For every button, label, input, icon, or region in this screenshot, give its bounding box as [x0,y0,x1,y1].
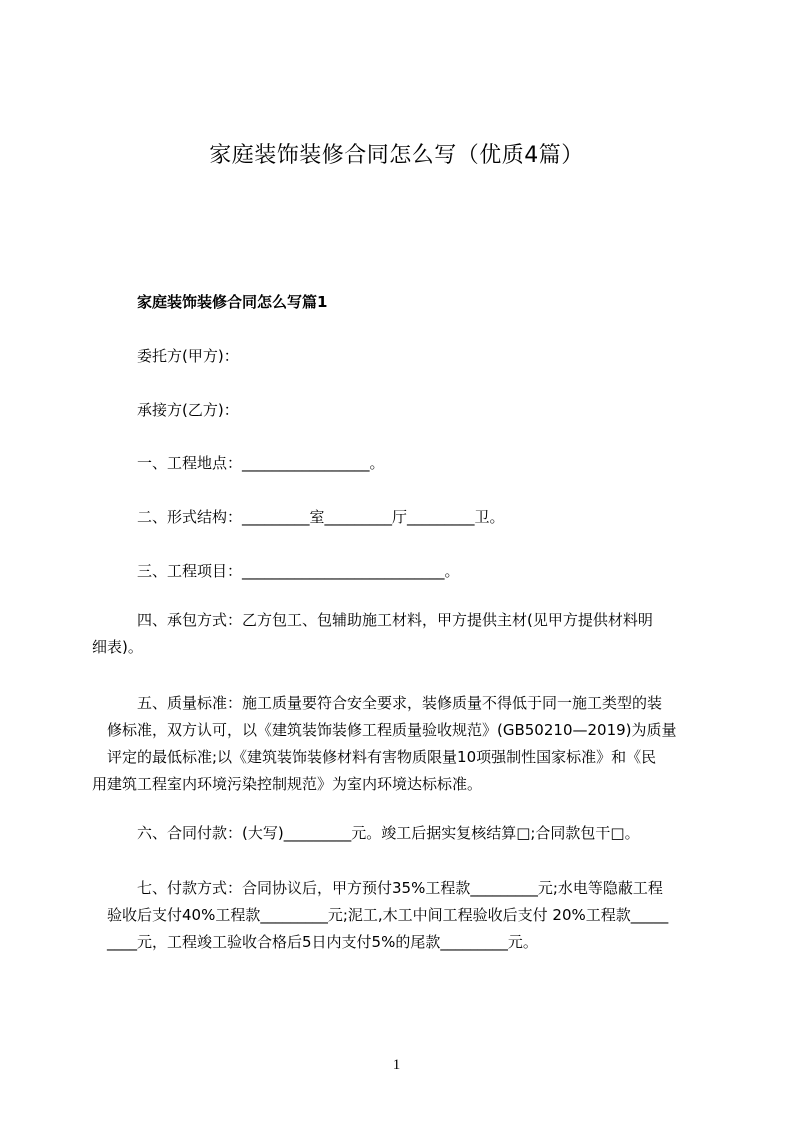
clause-project-items: 三、工程项目：___________________________。 [137,562,460,580]
contractor-party-line: 承接方(乙方)： [137,401,239,419]
clause-payment-method-line-2: 验收后支付40%工程款_________元;泥工,木工中间工程验收后支付 20%工程款_____ [107,906,669,924]
clause-project-location: 一、工程地点：_________________。 [137,454,385,472]
client-party-line: 委托方(甲方)： [137,347,239,365]
document-title: 家庭装饰装修合同怎么写（优质4篇） [209,143,584,168]
clause-payment-method [107,875,669,956]
section-heading: 家庭装饰装修合同怎么写篇1 [137,293,328,311]
clause-quality-standard-line-1: 五、质量标准：施工质量要符合安全要求，装修质量不得低于同一施工类型的装 [137,694,663,712]
page-number: 1 [392,1057,401,1073]
clause-contract-payment: 六、合同付款：(大写)_________元。竣工后据实复核结算□;合同款包干□。 [137,824,640,842]
clause-contract-method [92,607,653,661]
clause-contract-method-line-2: 细表)。 [92,638,143,656]
clause-structure-form: 二、形式结构：_________室_________厅_________卫。 [137,508,505,526]
clause-quality-standard-line-4: 用建筑工程室内环境污染控制规范》为室内环境达标标准。 [92,775,483,793]
clause-payment-method-line-3: ____元，工程竣工验收合格后5日内支付5%的尾款_________元。 [107,933,538,951]
clause-quality-standard [92,690,677,798]
clause-quality-standard-line-3: 评定的最低标准;以《建筑装饰装修材料有害物质限量10项强制性国家标准》和《民 [107,748,657,766]
clause-quality-standard-line-2: 修标准，双方认可，以《建筑装饰装修工程质量验收规范》(GB50210—2019)为质量 [107,721,677,739]
clause-payment-method-line-1: 七、付款方式：合同协议后，甲方预付35%工程款_________元;水电等隐蔽工程 [137,879,663,897]
clause-contract-method-line-1: 四、承包方式：乙方包工、包辅助施工材料，甲方提供主材(见甲方提供材料明 [137,611,653,629]
